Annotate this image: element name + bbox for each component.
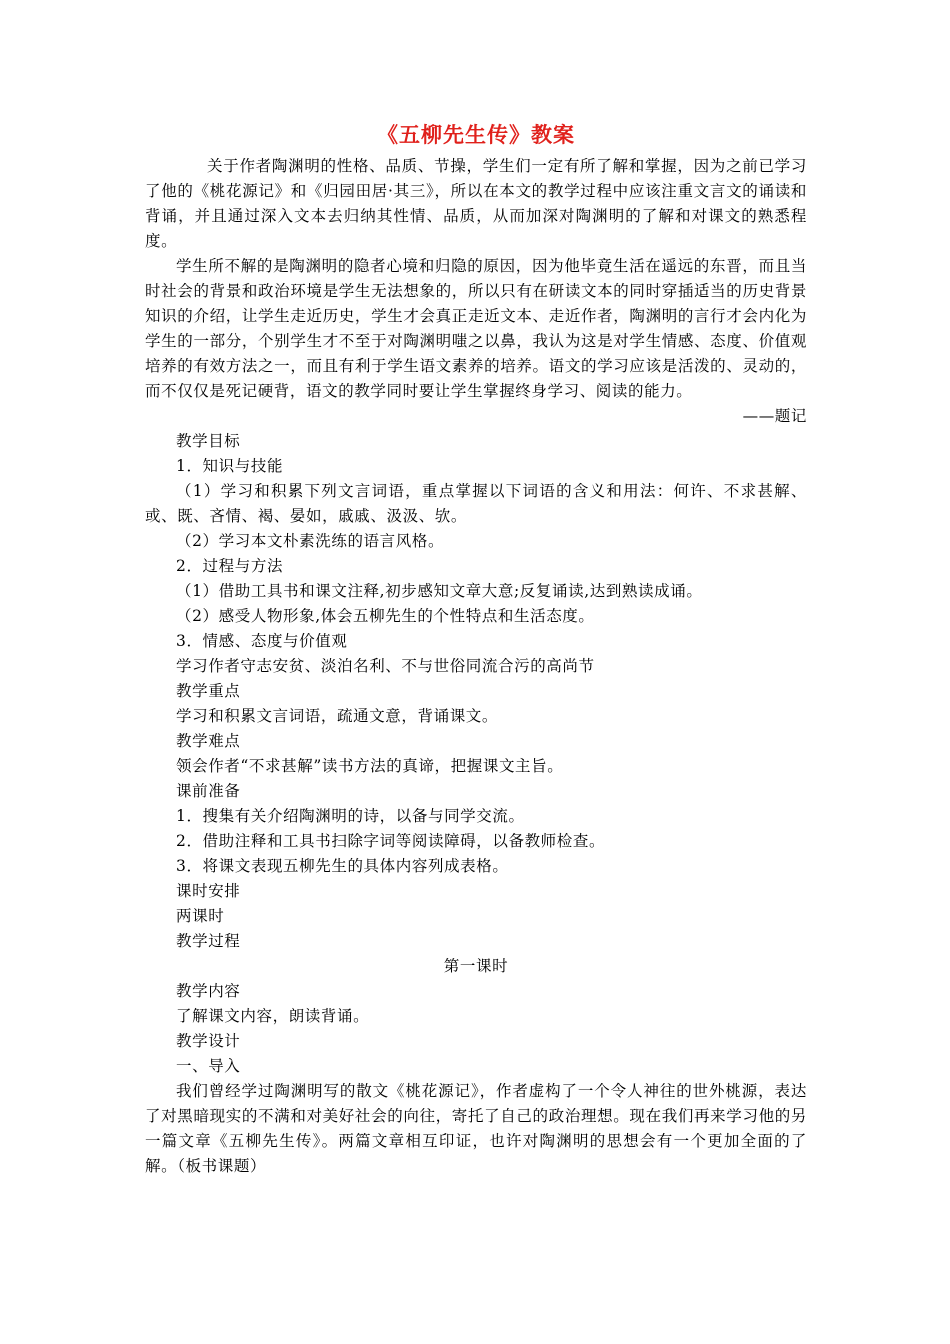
document-title: 《五柳先生传》教案 <box>377 123 575 147</box>
difficulties-text: 领会作者“不求甚解”读书方法的真谛，把握课文主旨。 <box>176 757 564 775</box>
preparation-heading: 课前准备 <box>176 782 241 800</box>
preparation-item-1: 1．搜集有关介绍陶渊明的诗，以备与同学交流。 <box>176 807 525 825</box>
objective-3-text: 学习作者守志安贫、淡泊名利、不与世俗同流合污的高尚节 <box>176 657 595 675</box>
step-1-heading: 一、导入 <box>176 1057 241 1075</box>
objective-2-heading: 2．过程与方法 <box>176 557 284 575</box>
objective-1-heading: 1．知识与技能 <box>176 457 284 475</box>
signature: ——题记 <box>742 407 807 425</box>
objective-2-item-1: （1）借助工具书和课文注释,初步感知文章大意;反复诵读,达到熟读成诵。 <box>176 582 703 600</box>
design-heading: 教学设计 <box>176 1032 241 1050</box>
difficulties-heading: 教学难点 <box>176 732 241 750</box>
key-points-heading: 教学重点 <box>176 682 241 700</box>
key-points-text: 学习和积累文言词语，疏通文意，背诵课文。 <box>176 707 499 725</box>
step-1-text: 我们曾经学过陶渊明写的散文《桃花源记》，作者虚构了一个令人神往的世外桃源，表达了对黑暗现实的不满和对美好社会的向往，寄托了自己的政治理想。现在我们再来学习他的另一篇文章《五柳先生传》。两篇文章相互印证，也许对陶渊明的思想会有一个更加全面的了解。（板书课题） <box>145 1082 807 1175</box>
content-heading: 教学内容 <box>176 982 241 1000</box>
document-body <box>145 120 807 1179</box>
objective-3-heading: 3．情感、态度与价值观 <box>176 632 348 650</box>
schedule-text: 两课时 <box>176 907 225 925</box>
preparation-item-3: 3．将课文表现五柳先生的具体内容列成表格。 <box>176 857 509 875</box>
intro-paragraph-1: 关于作者陶渊明的性格、品质、节操，学生们一定有所了解和掌握，因为之前已学习了他的《桃花源记》和《归园田居·其三》，所以在本文的教学过程中应该注重文言文的诵读和背诵，并且通过深入文本去归纳其性情、品质，从而加深对陶渊明的了解和对课文的熟悉程度。 <box>145 157 807 250</box>
content-text: 了解课文内容，朗读背诵。 <box>176 1007 370 1025</box>
objective-1-item-2: （2）学习本文朴素洗练的语言风格。 <box>176 532 445 550</box>
intro-paragraph-2: 学生所不解的是陶渊明的隐者心境和归隐的原因，因为他毕竟生活在遥远的东晋，而且当时社会的背景和政治环境是学生无法想象的，所以只有在研读文本的同时穿插适当的历史背景知识的介绍，让学生走近历史，学生才会真正走近文本、走近作者，陶渊明的言行才会内化为学生的一部分，个别学生才不至于对陶渊明嗤之以鼻，我认为这是对学生情感、态度、价值观培养的有效方法之一，而且有利于学生语文素养的培养。语文的学习应该是活泼的、灵动的，而不仅仅是死记硬背，语文的教学同时要让学生掌握终身学习、阅读的能力。 <box>145 257 807 400</box>
schedule-heading: 课时安排 <box>176 882 241 900</box>
objectives-heading: 教学目标 <box>176 432 241 450</box>
objective-1-item-1: （1）学习和积累下列文言词语，重点掌握以下词语的含义和用法：何许、不求甚解、或、既、吝情、褐、晏如，戚戚、汲汲、欤。 <box>145 482 807 525</box>
lesson-1-heading: 第一课时 <box>443 957 509 975</box>
process-heading: 教学过程 <box>176 932 241 950</box>
objective-2-item-2: （2）感受人物形象,体会五柳先生的个性特点和生活态度。 <box>176 607 595 625</box>
preparation-item-2: 2．借助注释和工具书扫除字词等阅读障碍，以备教师检查。 <box>176 832 606 850</box>
